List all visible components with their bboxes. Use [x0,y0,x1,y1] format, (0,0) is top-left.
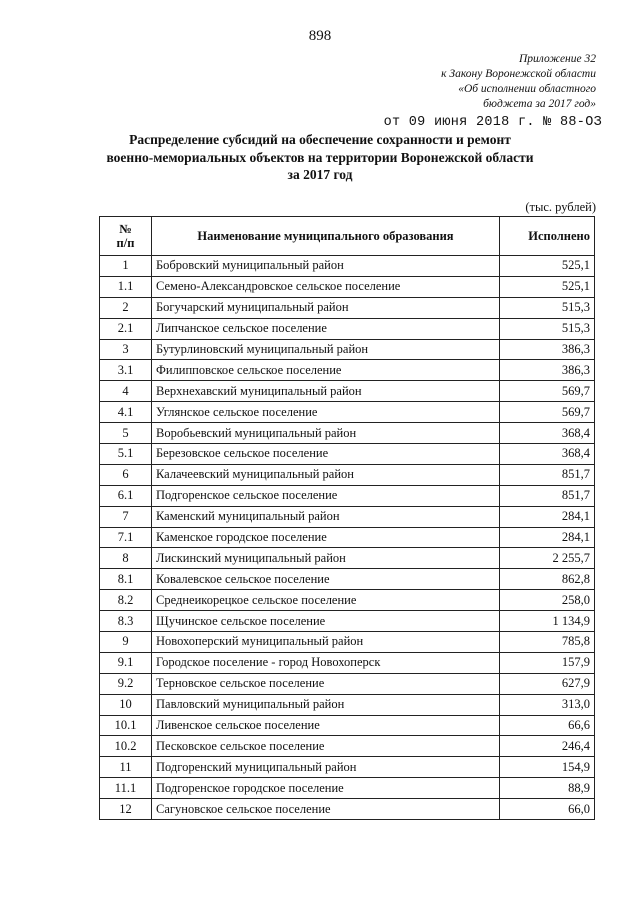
table-body [100,256,595,820]
unit-label: (тыс. рублей) [525,200,596,214]
row-number: 4 [100,381,152,402]
row-number: 7.1 [100,527,152,548]
row-number: 8.2 [100,590,152,611]
row-value: 386,3 [500,339,595,360]
appendix-line-4: бюджета за 2017 год» [483,98,596,110]
row-value: 569,7 [500,402,595,423]
row-name: Щучинское сельское поселение [152,611,500,632]
row-value: 368,4 [500,444,595,465]
row-name: Бутурлиновский муниципальный район [152,339,500,360]
title-line-1: Распределение субсидий на обеспечение сохранности и ремонт [129,132,511,147]
row-name: Калачеевский муниципальный район [152,464,500,485]
row-number: 8.1 [100,569,152,590]
row-name: Подгоренский муниципальный район [152,757,500,778]
table-row [100,506,595,527]
table-row [100,444,595,465]
table-row [100,381,595,402]
row-value: 284,1 [500,527,595,548]
row-name: Среднеикорецкое сельское поселение [152,590,500,611]
row-name: Углянское сельское поселение [152,402,500,423]
row-name: Терновское сельское поселение [152,673,500,694]
table-row [100,360,595,381]
table-header-row [100,217,595,256]
row-number: 1.1 [100,276,152,297]
row-number: 2.1 [100,318,152,339]
table-row [100,464,595,485]
row-number: 5.1 [100,444,152,465]
row-number: 9 [100,632,152,653]
row-name: Сагуновское сельское поселение [152,799,500,820]
row-value: 851,7 [500,485,595,506]
row-name: Павловский муниципальный район [152,694,500,715]
row-number: 1 [100,256,152,277]
row-value: 258,0 [500,590,595,611]
table-row [100,799,595,820]
row-value: 246,4 [500,736,595,757]
row-value: 313,0 [500,694,595,715]
row-value: 2 255,7 [500,548,595,569]
row-number: 11 [100,757,152,778]
row-number: 8 [100,548,152,569]
table-row [100,778,595,799]
row-value: 66,6 [500,715,595,736]
row-value: 627,9 [500,673,595,694]
appendix-line-3: «Об исполнении областного [458,83,596,95]
table-row [100,527,595,548]
appendix-note [441,52,596,112]
row-number: 11.1 [100,778,152,799]
row-value: 525,1 [500,256,595,277]
row-value: 862,8 [500,569,595,590]
row-name: Филипповское сельское поселение [152,360,500,381]
row-number: 6 [100,464,152,485]
row-name: Каменский муниципальный район [152,506,500,527]
row-name: Бобровский муниципальный район [152,256,500,277]
law-date-stamp: от 09 июня 2018 г. № 88-ОЗ [383,115,602,130]
row-number: 3 [100,339,152,360]
table-row [100,715,595,736]
row-number: 2 [100,297,152,318]
table-row [100,256,595,277]
row-value: 515,3 [500,318,595,339]
row-name: Верхнехавский муниципальный район [152,381,500,402]
row-name: Песковское сельское поселение [152,736,500,757]
row-value: 569,7 [500,381,595,402]
row-name: Городское поселение - город Новохоперск [152,652,500,673]
row-name: Новохоперский муниципальный район [152,632,500,653]
row-number: 5 [100,423,152,444]
row-name: Ливенское сельское поселение [152,715,500,736]
header-number-line-2: п/п [116,236,135,250]
row-number: 12 [100,799,152,820]
row-value: 66,0 [500,799,595,820]
table-row [100,402,595,423]
appendix-line-2: к Закону Воронежской области [441,68,596,80]
table-row [100,611,595,632]
row-value: 157,9 [500,652,595,673]
header-number [100,217,152,256]
row-value: 785,8 [500,632,595,653]
table-row [100,694,595,715]
row-name: Подгоренское сельское поселение [152,485,500,506]
header-number-line-1: № [119,222,132,236]
row-name: Березовское сельское поселение [152,444,500,465]
row-name: Воробьевский муниципальный район [152,423,500,444]
row-value: 515,3 [500,297,595,318]
table-row [100,569,595,590]
row-number: 10 [100,694,152,715]
row-number: 4.1 [100,402,152,423]
row-value: 525,1 [500,276,595,297]
table-row [100,590,595,611]
subsidy-table [99,216,595,820]
row-number: 9.1 [100,652,152,673]
row-name: Подгоренское городское поселение [152,778,500,799]
table-row [100,548,595,569]
table-row [100,318,595,339]
header-name: Наименование муниципального образования [152,217,500,256]
row-number: 6.1 [100,485,152,506]
table-row [100,297,595,318]
table-row [100,757,595,778]
appendix-line-1: Приложение 32 [518,53,596,65]
row-number: 9.2 [100,673,152,694]
row-value: 368,4 [500,423,595,444]
title-line-2: военно-мемориальных объектов на территории Воронежской области [106,149,534,165]
table-row [100,423,595,444]
header-value: Исполнено [500,217,595,256]
row-number: 10.1 [100,715,152,736]
table-row [100,339,595,360]
row-value: 1 134,9 [500,611,595,632]
table-row [100,632,595,653]
page-number: 898 [308,28,332,44]
row-name: Лискинский муниципальный район [152,548,500,569]
row-number: 7 [100,506,152,527]
row-name: Семено-Александровское сельское поселение [152,276,500,297]
row-number: 10.2 [100,736,152,757]
table-row [100,736,595,757]
row-name: Каменское городское поселение [152,527,500,548]
row-name: Липчанское сельское поселение [152,318,500,339]
row-value: 386,3 [500,360,595,381]
document-title [60,131,580,184]
row-name: Богучарский муниципальный район [152,297,500,318]
row-value: 88,9 [500,778,595,799]
row-value: 154,9 [500,757,595,778]
row-value: 284,1 [500,506,595,527]
row-name: Ковалевское сельское поселение [152,569,500,590]
row-value: 851,7 [500,464,595,485]
title-line-3: за 2017 год [287,167,353,182]
table-row [100,652,595,673]
row-number: 8.3 [100,611,152,632]
row-number: 3.1 [100,360,152,381]
table-row [100,276,595,297]
table-row [100,485,595,506]
table-row [100,673,595,694]
